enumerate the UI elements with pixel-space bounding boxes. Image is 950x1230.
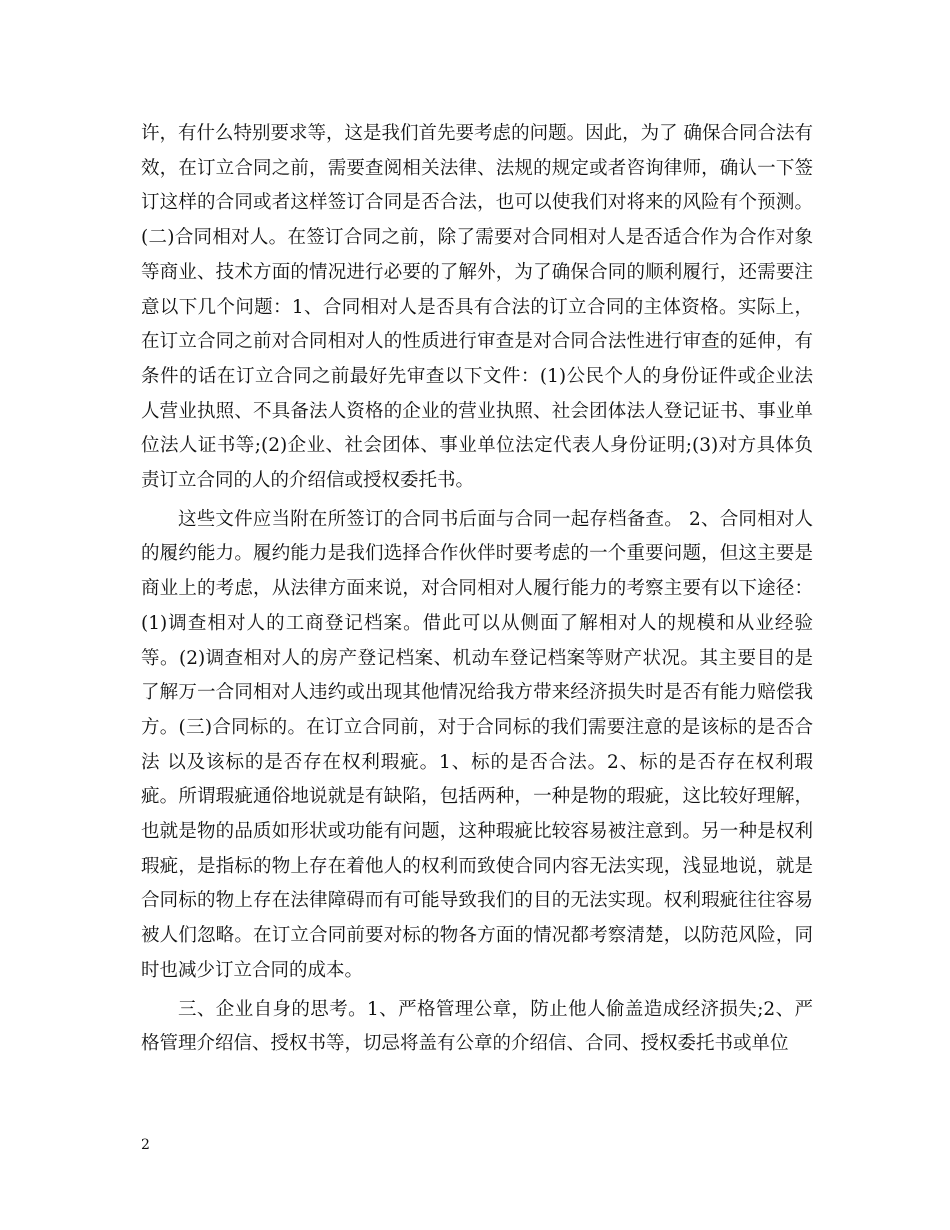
paragraph-1: 许，有什么特别要求等，这是我们首先要考虑的问题。因此，为了 确保合同合法有效，在订立合同之前，需要查阅相关法律、法规的规定或者咨询律师，确认一下签订这样的合同或者这样签订合同是否合法，也可以使我们对将来的风险有个预测。(二)合同相对人。在签订合同之前，除了需要对合同相对人是否适合作为合作对象等商业、技术方面的情况进行必要的了解外，为了确保合同的顺利履行，还需要注意以下几个问题：1、合同相对人是否具有合法的订立合同的主体资格。实际上，在订立合同之前对合同相对人的性质进行审查是对合同合法性进行审查的延伸，有条件的话在订立合同之前最好先审查以下文件：(1)公民个人的身份证件或企业法人营业执照、不具备法人资格的企业的营业执照、社会团体法人登记证书、事业单位法人证书等;(2)企业、社会团体、事业单位法定代表人身份证明;(3)对方具体负责订立合同的人的介绍信或授权委托书。 (141, 123, 813, 492)
paragraph-3: 三、企业自身的思考。1、严格管理公章，防止他人偷盖造成经济损失;2、严格管理介绍信、授权书等，切忌将盖有公章的介绍信、合同、授权委托书或单位 (141, 998, 813, 1055)
page-number: 2 (141, 1137, 150, 1153)
paragraph-2: 这些文件应当附在所签订的合同书后面与合同一起存档备查。 2、合同相对人的履约能力。履约能力是我们选择合作伙伴时要考虑的一个重要问题，但这主要是商业上的考虑，从法律方面来说，对合同相对人履行能力的考察主要有以下途径：(1)调查相对人的工商登记档案。借此可以从侧面了解相对人的规模和从业经验等。(2)调查相对人的房产登记档案、机动车登记档案等财产状况。其主要目的是了解万一合同相对人违约或出现其他情况给我方带来经济损失时是否有能力赔偿我方。(三)合同标的。在订立合同前，对于合同标的我们需要注意的是该标的是否合法 以及该标的是否存在权利瑕疵。1、标的是否合法。2、标的是否存在权利瑕疵。所谓瑕疵通俗地说就是有缺陷，包括两种，一种是物的瑕疵，这比较好理解，也就是物的品质如形状或功能有问题，这种瑕疵比较容易被注意到。另一种是权利瑕疵，是指标的物上存在着他人的权利而致使合同内容无法实现，浅显地说，就是合同标的物上存在法律障碍而有可能导致我们的目的无法实现。权利瑕疵往往容易被人们忽略。在订立合同前要对标的物各方面的情况都考察清楚，以防范风险，同时也减少订立合同的成本。 (141, 508, 813, 981)
document-body (141, 117, 813, 1062)
